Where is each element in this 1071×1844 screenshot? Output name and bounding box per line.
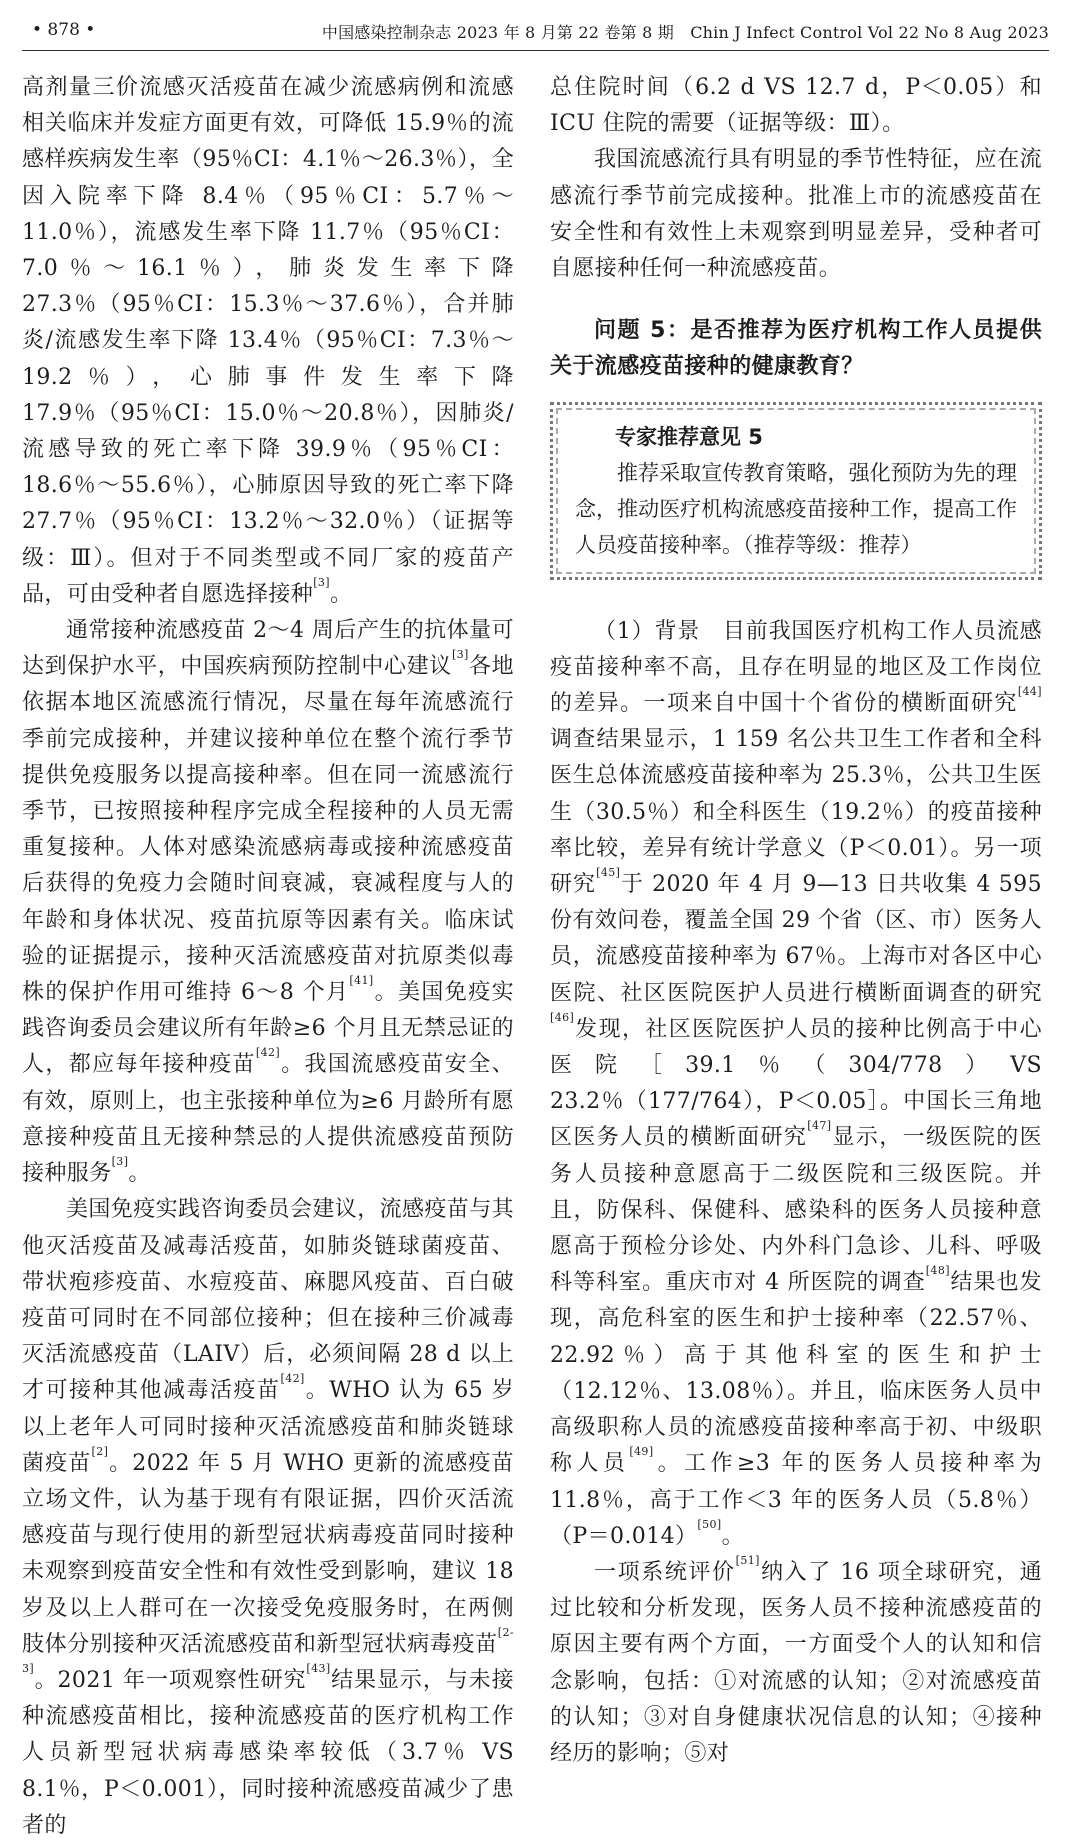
paragraph-vaccine-efficacy — [22, 70, 514, 613]
page-header — [22, 12, 1049, 51]
text: 于 2020 年 4 月 9—13 日共收集 4 595 份有效问卷，覆盖全国 29 个省（区、市）医务人员，流感疫苗接种率为 67％。上海市对各区中心医院、社区医院医护人员进行横断面调查的研究 — [550, 872, 1042, 1006]
text: 显示，一级医院的医务人员接种意愿高于二级医院和三级医院。并且，防保科、保健科、感染科的医务人员接种意愿高于预检分诊处、内外科门急诊、儿科、呼吸科等科室。重庆市对 4 所医院的调查 — [550, 1125, 1042, 1296]
citation: [41] — [349, 974, 374, 988]
paragraph-seasonality: 我国流感流行具有明显的季节性特征，应在流感流行季节前完成接种。批准上市的流感疫苗在安全性和有效性上未观察到明显差异，受种者可自愿接种任何一种流感疫苗。 — [550, 147, 1043, 282]
right-column — [550, 70, 1042, 1772]
paragraph-continued: 总住院时间（6.2 d VS 12.7 d，P＜0.05）和 ICU 住院的需要（证据等级：Ⅲ）。 — [550, 75, 1042, 137]
text: 一项系统评价 — [594, 1559, 736, 1585]
citation: [3] — [451, 648, 469, 662]
paragraph-coadministration — [22, 1192, 514, 1844]
citation: [45] — [596, 866, 621, 880]
citation: [48] — [925, 1264, 950, 1278]
text: 美国免疫实践咨询委员会建议，流感疫苗与其他灭活疫苗及减毒活疫苗，如肺炎链球菌疫苗、带状疱疹疫苗、水痘疫苗、麻腮风疫苗、百白破疫苗可同时在不同部位接种；但在接种三价减毒灭活流感疫苗（LAIV）后，必须间隔 28 d 以上才可接种其他减毒活疫苗 — [22, 1197, 515, 1404]
text: 。 — [128, 1161, 151, 1187]
text: 。2022 年 5 月 WHO 更新的流感疫苗立场文件，认为基于现有有限证据，四价灭活流感疫苗与现行使用的新型冠状病毒疫苗同时接种未观察到疫苗安全性和有效性受到影响，建议 18 岁及以上人群可在一次接受免疫服务时，在两侧肢体分别接种灭活流感疫苗和新型冠状病毒疫苗 — [22, 1450, 514, 1657]
text: 纳入了 16 项全球研究，通过比较和分析发现，医务人员不接种流感疫苗的原因主要有两个方面，一方面受个人的认知和信念影响，包括：①对流感的认知；②对流感疫苗的认知；③对自身健康状况信息的认知；④接种经历的影响；⑤对 — [550, 1559, 1042, 1766]
citation: [3] — [111, 1155, 129, 1169]
recommendation-title: 专家推荐意见 5 — [615, 424, 763, 449]
text: 调查结果显示，1 159 名公共卫生工作者和全科医生总体流感疫苗接种率为 25.3％，公共卫生医生（30.5％）和全科医生（19.2％）的疫苗接种率比较，差异有统计学意义（P＜0.01）。另一项研究 — [550, 727, 1042, 898]
text: 。 — [330, 581, 353, 607]
text: 通常接种流感疫苗 2～4 周后产生的抗体量可达到保护水平，中国疾病预防控制中心建议 — [22, 618, 514, 680]
citation: [42] — [280, 1372, 305, 1386]
citation: [46] — [550, 1010, 575, 1024]
text: 。我国流感疫苗安全、有效，原则上，也主张接种单位为≥6 月龄所有愿意接种疫苗且无接种禁忌的人提供流感疫苗预防接种服务 — [22, 1052, 514, 1187]
paragraph-timing — [22, 613, 514, 1192]
citation: [44] — [1017, 685, 1042, 699]
citation: [42] — [255, 1046, 281, 1060]
text: 结果也发现，高危科室的医生和护士接种率（22.57％、22.92％）高于其他科室的医生和护士（12.12％、13.08％）。并且，临床医务人员中高级职称人员的流感疫苗接种率高于初、中级职称人员 — [550, 1270, 1043, 1477]
expert-recommendation-box — [550, 402, 1042, 580]
text: 各地依据本地区流感流行情况，尽量在每年流感流行季前完成接种，并建议接种单位在整个流行季节提供免疫服务以提高接种率。但在同一流感流行季节，已按照接种程序完成全程接种的人员无需重复接种。人体对感染流感病毒或接种流感疫苗后获得的免疫力会随时间衰减，衰减程度与人的年龄和身体状况、疫苗抗原等因素有关。临床试验的证据提示，接种灭活流感疫苗对抗原类似毒株的保护作用可维持 6～8 个月 — [22, 654, 514, 1006]
text: 。美国免疫实践咨询委员会建议所有年龄≥6 个月且无禁忌证的人，都应每年接种疫苗 — [22, 980, 514, 1078]
citation: [50] — [697, 1517, 722, 1531]
text: 。 — [721, 1523, 744, 1549]
citation: [2] — [91, 1444, 109, 1458]
text: （1）背景 目前我国医疗机构工作人员流感疫苗接种率不高，且存在明显的地区及工作岗位的差异。一项来自中国十个省份的横断面研究 — [550, 618, 1042, 717]
paragraph-background — [550, 614, 1042, 1555]
citation: [2-3] — [22, 1625, 514, 1675]
text: 。2021 年一项观察性研究 — [34, 1667, 307, 1693]
paragraph-systematic-review — [550, 1555, 1042, 1772]
left-column — [22, 70, 514, 1844]
citation: [51] — [735, 1553, 760, 1567]
citation: [47] — [807, 1119, 832, 1133]
page-number: • 878 • — [32, 20, 96, 40]
text: 发现，社区医院医护人员的接种比例高于中心医院［39.1％（304/778）VS 23.2％（177/764），P＜0.05］。中国长三角地区医务人员的横断面研究 — [550, 1016, 1042, 1151]
text: 。WHO 认为 65 岁以上老年人可同时接种灭活流感疫苗和肺炎链球菌疫苗 — [22, 1378, 514, 1476]
text: 。工作≥3 年的医务人员接种率为 11.8％，高于工作＜3 年的医务人员（5.8％）（P＝0.014） — [550, 1451, 1042, 1549]
question-text: 问题 5：是否推荐为医疗机构工作人员提供关于流感疫苗接种的健康教育？ — [550, 318, 1042, 380]
text: 高剂量三价流感灭活疫苗在减少流感病例和流感相关临床并发症方面更有效，可降低 15.9％的流感样疾病发生率（95％CI：4.1％～26.3％），全因入院率下降 8.4％（95％CI：5.7％～11.0％），流感发生率下降 11.7％（95％CI：7.0％～16.1％），肺炎发生率下降 27.3％（95％CI：15.3％～37.6％），合并肺炎/流感发生率下降 13.4％（95％CI：7.3％～19.2％），心肺事件发生率下降 17.9％（95％CI：15.0％～20.8％），因肺炎/流感导致的死亡率下降 39.9％（95％CI：18.6％～55.6％），心肺原因导致的死亡率下降 27.7％（95％CI：13.2％～32.0％）（证据等级：Ⅲ）。但对于不同类型或不同厂家的疫苗产品，可由受种者自愿选择接种 — [22, 75, 514, 607]
citation: [3] — [313, 575, 330, 589]
journal-citation: 中国感染控制杂志 2023 年 8 月第 22 卷第 8 期 Chin J Infect Control Vol 22 No 8 Aug 2023 — [321, 23, 1049, 42]
text: 结果显示，与未接种流感疫苗相比，接种流感疫苗的医疗机构工作人员新型冠状病毒感染率较低（3.7％ VS 8.1％，P＜0.001），同时接种流感疫苗减少了患者的 — [22, 1667, 514, 1838]
citation: [49] — [629, 1445, 654, 1459]
citation: [43] — [306, 1661, 331, 1675]
recommendation-body: 推荐采取宣传教育策略，强化预防为先的理念，推动医疗机构流感疫苗接种工作，提高工作人员疫苗接种率。（推荐等级：推荐） — [575, 460, 1017, 557]
question-heading — [550, 313, 1042, 385]
